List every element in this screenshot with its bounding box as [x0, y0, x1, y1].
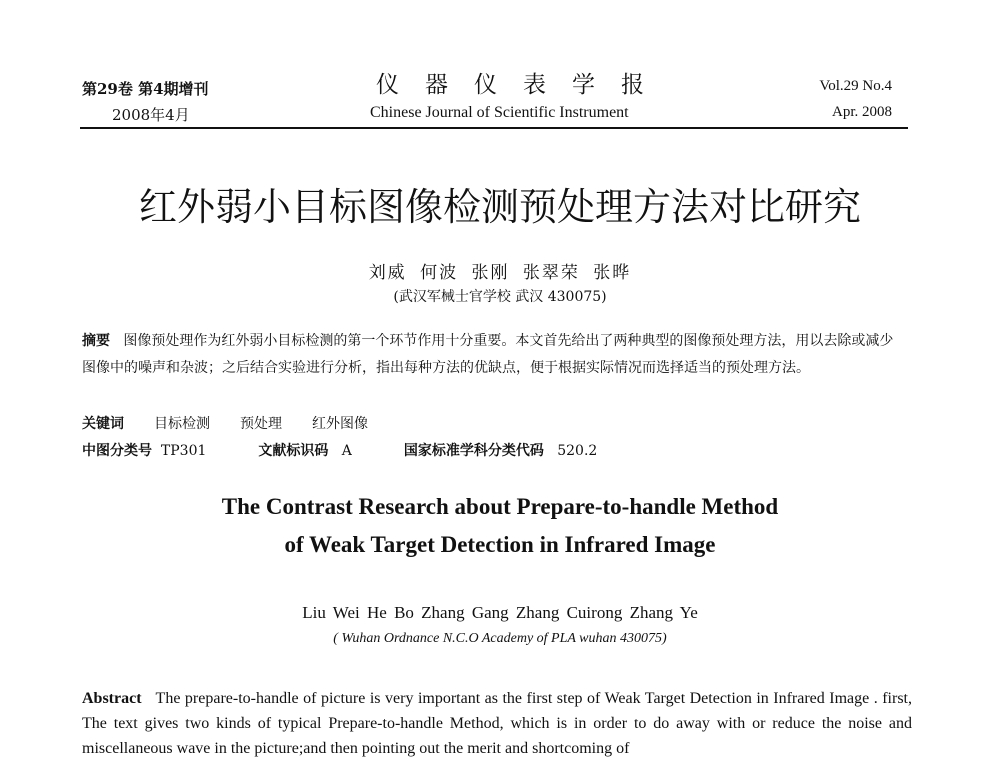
paper-title-en-line-2: of Weak Target Detection in Infrared Image: [284, 532, 716, 557]
keywords-label: 关键词: [82, 416, 124, 432]
journal-name-cn: 仪器仪表学报: [376, 72, 670, 98]
doc-code-label: 文献标识码: [258, 443, 329, 459]
paper-title-cn: 红外弱小目标图像检测预处理方法对比研究: [138, 185, 861, 229]
affiliation-en: ( Wuhan Ordnance N.C.O Academy of PLA wuhan 430075): [333, 631, 667, 646]
keyword-item: 红外图像: [312, 416, 368, 432]
header-rule: [80, 127, 908, 129]
abstract-cn-label: 摘要: [82, 333, 110, 349]
issue-info-cn: 第29卷 第4期增刊: [82, 80, 209, 98]
abstract-en-text: The prepare-to-handle of picture is very important as the first step of Weak Target Detection in Infrared Image . first, The text gives two kinds of typical Prepare-to-handle Method, which is in order to do away with or reduce the noise and miscellaneous wave in the picture;and then pointing out the merit and shortcoming of: [82, 690, 912, 757]
abstract-cn: [82, 328, 902, 382]
paper-title-en-line-1: The Contrast Research about Prepare-to-handle Method: [221, 494, 779, 519]
std-code-label: 国家标准学科分类代码: [403, 443, 544, 459]
affiliation-cn: (武汉军械士官学校 武汉 430075): [393, 289, 607, 305]
authors-en: Liu Wei He Bo Zhang Gang Zhang Cuirong Zhang Ye: [302, 603, 698, 622]
classification-line: [82, 440, 597, 460]
date-cn: 2008年4月: [112, 106, 190, 124]
std-code-value: 520.2: [557, 443, 598, 459]
keyword-item: 目标检测: [154, 416, 210, 432]
clc-label: 中图分类号: [82, 443, 152, 459]
abstract-en-label: Abstract: [82, 690, 142, 707]
volume-en: Vol.29 No.4: [819, 78, 892, 94]
abstract-en: [82, 686, 912, 761]
keyword-item: 预处理: [240, 416, 282, 432]
abstract-cn-text: 图像预处理作为红外弱小目标检测的第一个环节作用十分重要。本文首先给出了两种典型的图像预处理方法，用以去除或减少图像中的噪声和杂波；之后结合实验进行分析，指出每种方法的优缺点，便于根据实际情况而选择适当的预处理方法。: [82, 333, 894, 376]
authors-cn: 刘威 何波 张刚 张翠荣 张晔: [368, 263, 632, 283]
clc-value: TP301: [160, 443, 207, 459]
journal-name-en: Chinese Journal of Scientific Instrument: [370, 104, 629, 121]
date-en: Apr. 2008: [832, 104, 892, 120]
doc-code-value: A: [341, 443, 352, 459]
keywords-cn: [82, 413, 368, 433]
